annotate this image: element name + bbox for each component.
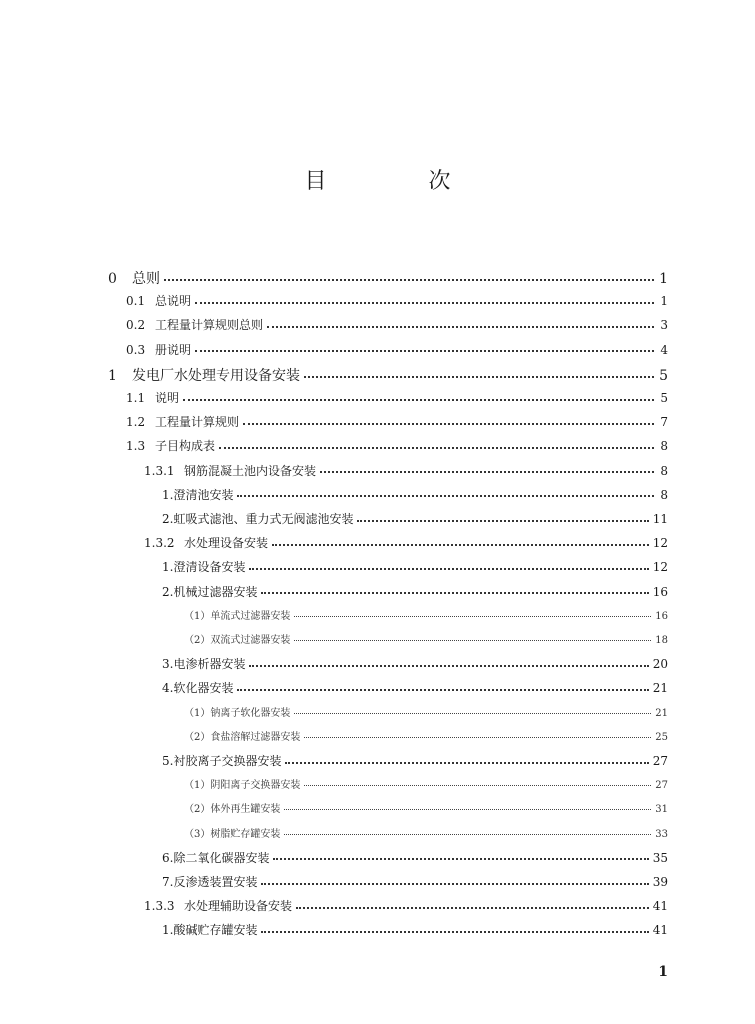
toc-entry-page: 18 xyxy=(655,635,668,646)
toc-entry-label: 4.软化器安装 xyxy=(162,681,234,696)
toc-entry-label: 册说明 xyxy=(155,342,192,357)
toc-entry-page: 4 xyxy=(660,342,668,357)
dot-leader xyxy=(273,858,648,860)
toc-entry-label: 1.澄清设备安装 xyxy=(162,560,246,575)
dot-leader xyxy=(304,785,651,786)
dot-leader xyxy=(296,907,649,909)
toc-entry-label: 子目构成表 xyxy=(155,439,216,454)
toc-entry-number: 1 xyxy=(108,367,117,384)
toc-entry-label: 1.酸碱贮存罐安装 xyxy=(162,923,258,938)
dot-leader xyxy=(164,279,654,281)
toc-entry-label: 6.除二氧化碳器安装 xyxy=(162,850,270,865)
dot-leader xyxy=(272,544,649,546)
toc-entry-label: 水处理设备安装 xyxy=(184,536,269,551)
toc-entry[interactable] xyxy=(184,607,668,622)
toc-entry[interactable] xyxy=(184,776,668,791)
toc-entry-label: 5.衬胶离子交换器安装 xyxy=(162,754,282,768)
toc-entry-page: 33 xyxy=(655,828,668,840)
toc-entry[interactable] xyxy=(184,825,668,840)
toc-entry-label: （1）阴阳离子交换器安装 xyxy=(184,780,301,792)
page-title: 目 次 xyxy=(304,169,491,194)
dot-leader xyxy=(284,834,651,835)
dot-leader xyxy=(304,376,654,378)
toc-entry-page: 21 xyxy=(652,681,668,696)
toc-entry-page: 11 xyxy=(652,512,668,526)
dot-leader xyxy=(243,423,654,425)
toc-entry-label: 水处理辅助设备安装 xyxy=(184,899,293,914)
toc-entry-page: 20 xyxy=(652,657,668,672)
dot-leader xyxy=(304,737,651,738)
toc-entry-label: 7.反渗透装置安装 xyxy=(162,875,258,889)
dot-leader xyxy=(183,399,654,401)
toc-entry-number: 1.3.2 xyxy=(144,536,175,551)
page-number: 1 xyxy=(658,964,668,980)
toc-entry[interactable] xyxy=(126,389,668,406)
toc-entry[interactable] xyxy=(162,679,668,696)
toc-entry[interactable] xyxy=(108,268,668,288)
toc-entry-page: 12 xyxy=(652,536,668,551)
toc-entry[interactable] xyxy=(144,897,668,914)
dot-leader xyxy=(195,350,654,352)
toc-entry[interactable] xyxy=(162,752,668,769)
toc-entry-number: 0.1 xyxy=(126,294,146,309)
toc-entry-page: 1 xyxy=(659,271,668,287)
toc-entry-number: 1.3.1 xyxy=(144,463,175,478)
toc-entry-label: 总则 xyxy=(132,271,160,287)
dot-leader xyxy=(267,326,654,328)
toc-entry-number: 0.2 xyxy=(126,318,146,333)
toc-entry-page: 31 xyxy=(655,804,668,816)
toc-entry-page: 8 xyxy=(660,463,668,478)
dot-leader xyxy=(294,616,651,617)
toc-entry-number: 1.2 xyxy=(126,415,146,430)
toc-entry-label: 说明 xyxy=(155,391,180,405)
toc-entry-page: 41 xyxy=(652,923,668,938)
toc-entry[interactable] xyxy=(126,437,668,454)
toc-entry-page: 27 xyxy=(655,780,668,792)
toc-entry-label: （1）钠离子软化器安装 xyxy=(184,707,291,719)
toc-entry-number: 0 xyxy=(108,271,117,287)
dot-leader xyxy=(294,713,651,714)
dot-leader xyxy=(237,495,654,497)
dot-leader xyxy=(261,592,648,594)
toc-entry[interactable] xyxy=(126,316,668,333)
toc-entry-label: 发电厂水处理专用设备安装 xyxy=(132,367,300,384)
toc-entry-page: 35 xyxy=(652,850,668,865)
toc-entry-label: （2）双流式过滤器安装 xyxy=(184,635,291,646)
toc-entry-label: （2）体外再生罐安装 xyxy=(184,804,281,816)
toc-entry-number: 0.3 xyxy=(126,342,146,357)
toc-entry[interactable] xyxy=(162,558,668,575)
toc-entry-page: 27 xyxy=(652,754,668,768)
toc-entry[interactable] xyxy=(108,365,668,385)
toc-entry-page: 8 xyxy=(660,439,668,454)
toc-entry-page: 41 xyxy=(652,899,668,914)
toc-entry-label: 钢筋混凝土池内设备安装 xyxy=(184,463,317,478)
toc-entry[interactable] xyxy=(162,583,668,600)
dot-leader xyxy=(261,931,648,933)
toc-entry[interactable] xyxy=(184,631,668,646)
toc-entry-page: 21 xyxy=(655,707,668,719)
toc-entry[interactable] xyxy=(144,462,668,479)
toc-entry-page: 39 xyxy=(652,875,668,889)
toc-entry-number: 1.3 xyxy=(126,439,146,454)
toc-entry-page: 8 xyxy=(660,487,668,502)
dot-leader xyxy=(237,689,648,691)
toc-entry-label: （2）食盐溶解过滤器安装 xyxy=(184,731,301,743)
toc-entry[interactable] xyxy=(162,873,668,890)
toc-entry-page: 12 xyxy=(652,560,668,575)
toc-entry[interactable] xyxy=(184,704,668,719)
toc-entry-number: 1.3.3 xyxy=(144,899,175,914)
toc-entry-page: 5 xyxy=(660,391,668,405)
toc-entry-label: （1）单流式过滤器安装 xyxy=(184,610,291,622)
dot-leader xyxy=(294,640,651,641)
toc-entry-label: （3）树脂贮存罐安装 xyxy=(184,828,281,840)
toc-entry-page: 1 xyxy=(660,294,668,309)
toc-entry[interactable] xyxy=(126,413,668,430)
toc-entry[interactable] xyxy=(162,921,668,938)
toc-entry-label: 工程量计算规则 xyxy=(155,415,240,430)
toc-entry-label: 总说明 xyxy=(155,294,192,309)
toc-entry[interactable] xyxy=(162,486,668,503)
toc-entry[interactable] xyxy=(162,510,668,527)
toc-entry-page: 3 xyxy=(660,318,668,333)
toc-entry-label: 3.电渗析器安装 xyxy=(162,657,246,672)
toc-entry[interactable] xyxy=(184,800,668,815)
dot-leader xyxy=(284,809,651,810)
toc-entry-page: 25 xyxy=(655,731,668,743)
toc-entry[interactable] xyxy=(126,341,668,358)
dot-leader xyxy=(261,883,648,885)
toc-entry-page: 16 xyxy=(652,584,668,599)
toc-entry[interactable] xyxy=(126,292,668,309)
toc-entry[interactable] xyxy=(162,849,668,866)
dot-leader xyxy=(357,520,648,522)
toc-entry-number: 1.1 xyxy=(126,391,146,405)
dot-leader xyxy=(249,665,648,667)
toc-entry-label: 2.虹吸式滤池、重力式无阀滤池安装 xyxy=(162,512,354,526)
toc-entry[interactable] xyxy=(184,728,668,743)
dot-leader xyxy=(285,762,648,764)
toc-entry[interactable] xyxy=(144,534,668,551)
toc-entry-page: 16 xyxy=(655,610,668,622)
toc-entry-label: 1.澄清池安装 xyxy=(162,487,234,502)
toc-entry[interactable] xyxy=(162,655,668,672)
toc-entry-label: 2.机械过滤器安装 xyxy=(162,584,258,599)
dot-leader xyxy=(249,568,648,570)
dot-leader xyxy=(195,302,654,304)
toc-entry-label: 工程量计算规则总则 xyxy=(155,318,264,333)
dot-leader xyxy=(219,447,654,449)
toc-entry-page: 7 xyxy=(660,415,668,430)
toc-entry-page: 5 xyxy=(659,367,668,384)
dot-leader xyxy=(320,471,654,473)
